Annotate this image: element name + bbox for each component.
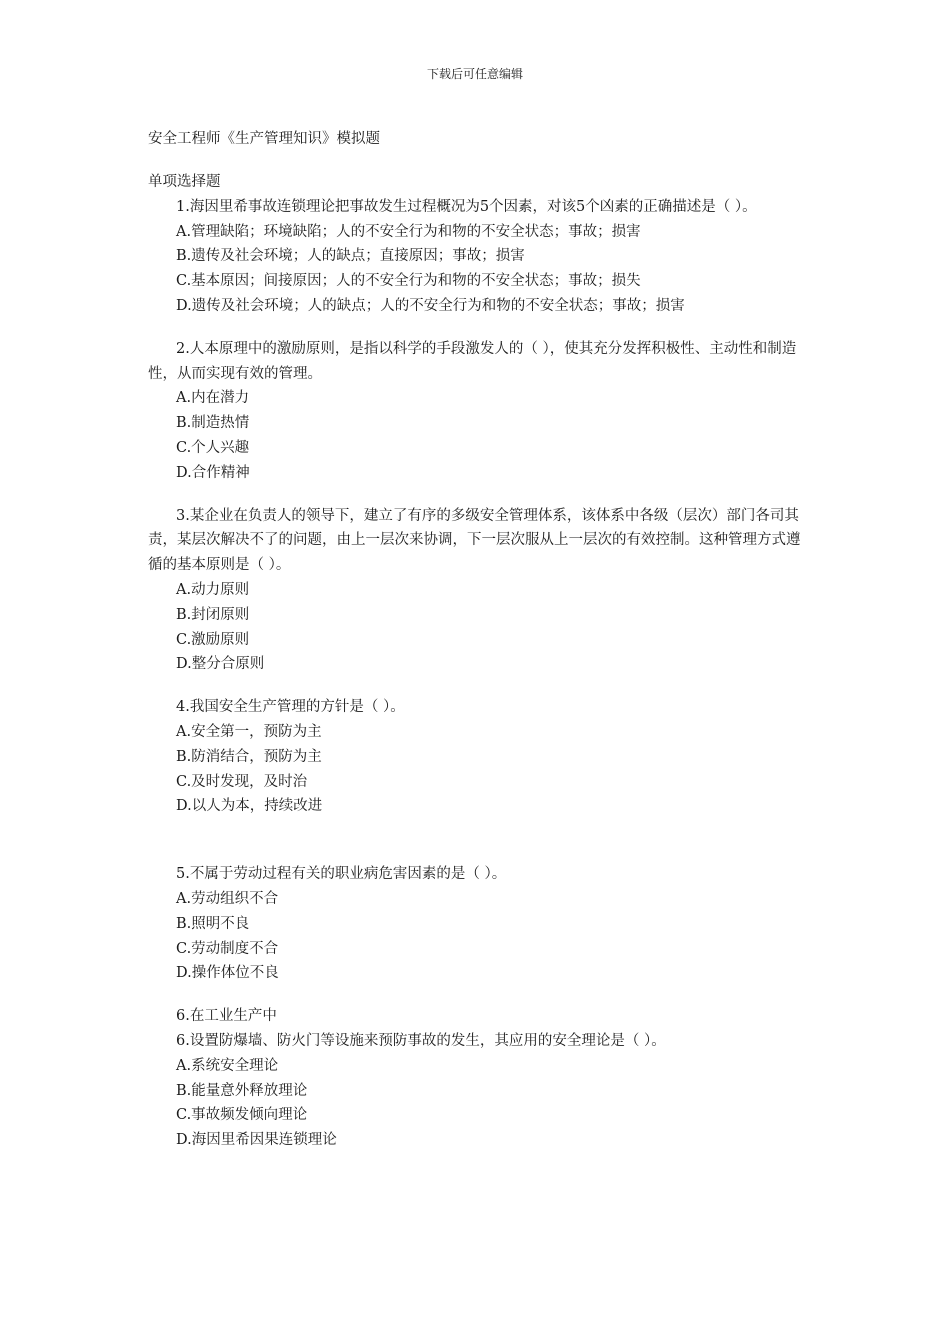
option-d: D.海因里希因果连锁理论 <box>176 1132 337 1149</box>
option-a: A.内在潜力 <box>176 390 250 407</box>
option-b: B.能量意外释放理论 <box>176 1082 308 1099</box>
question-stem: 3.某企业在负责人的领导下，建立了有序的多级安全管理体系，该体系中各级（层次）部门各司其责，某层次解决不了的问题，由上一层次来协调，下一层次服从上一层次的有效控制。这种管理方式遵循的基本原则是（ ）。 <box>148 507 801 574</box>
option-b: B.制造热情 <box>176 415 250 432</box>
question-stem: 6.设置防爆墙、防火门等设施来预防事故的发生，其应用的安全理论是（ ）。 <box>176 1032 666 1049</box>
option-c: C.及时发现，及时治 <box>176 773 308 790</box>
question-2 <box>148 337 813 486</box>
section-heading: 单项选择题 <box>148 174 221 190</box>
option-a: A.安全第一，预防为主 <box>176 723 322 740</box>
option-c: C.激励原则 <box>176 631 250 648</box>
document-body <box>148 127 813 1153</box>
option-d: D.操作体位不良 <box>176 965 279 982</box>
option-c: C.基本原因；间接原因；人的不安全行为和物的不安全状态；事故；损失 <box>176 273 641 290</box>
option-d: D.合作精神 <box>176 464 250 481</box>
option-a: A.管理缺陷；环境缺陷；人的不安全行为和物的不安全状态；事故；损害 <box>176 223 641 240</box>
option-b: B.封闭原则 <box>176 606 250 623</box>
question-1 <box>148 195 813 319</box>
option-b: B.遗传及社会环境；人的缺点；直接原因；事故；损害 <box>176 248 525 265</box>
question-stem: 4.我国安全生产管理的方针是（ ）。 <box>176 699 405 716</box>
option-b: B.照明不良 <box>176 915 250 932</box>
question-3 <box>148 504 813 678</box>
question-stem: 2.人本原理中的激励原则，是指以科学的手段激发人的（ ），使其充分发挥积极性、主动性和制造性，从而实现有效的管理。 <box>148 340 797 382</box>
page-header: 下载后可任意编辑 <box>426 67 523 81</box>
question-5 <box>148 862 813 986</box>
option-c: C.个人兴趣 <box>176 439 250 456</box>
question-prefix-line: 6.在工业生产中 <box>176 1008 277 1025</box>
option-b: B.防消结合，预防为主 <box>176 748 322 765</box>
option-a: A.劳动组织不合 <box>176 890 279 907</box>
option-d: D.遗传及社会环境；人的缺点；人的不安全行为和物的不安全状态；事故；损害 <box>176 297 685 314</box>
option-c: C.事故频发倾向理论 <box>176 1107 308 1124</box>
option-a: A.动力原则 <box>176 581 250 598</box>
question-stem: 1.海因里希事故连锁理论把事故发生过程概况为5个因素，对该5个凶素的正确描述是（ ）。 <box>176 198 757 215</box>
document-title: 安全工程师《生产管理知识》模拟题 <box>148 131 380 147</box>
option-d: D.以人为本，持续改进 <box>176 798 323 815</box>
option-a: A.系统安全理论 <box>176 1057 279 1074</box>
option-c: C.劳动制度不合 <box>176 940 279 957</box>
question-6 <box>148 1004 813 1153</box>
question-4 <box>148 695 813 819</box>
question-stem: 5.不属于劳动过程有关的职业病危害因素的是（ ）。 <box>176 866 507 883</box>
option-d: D.整分合原则 <box>176 656 265 673</box>
